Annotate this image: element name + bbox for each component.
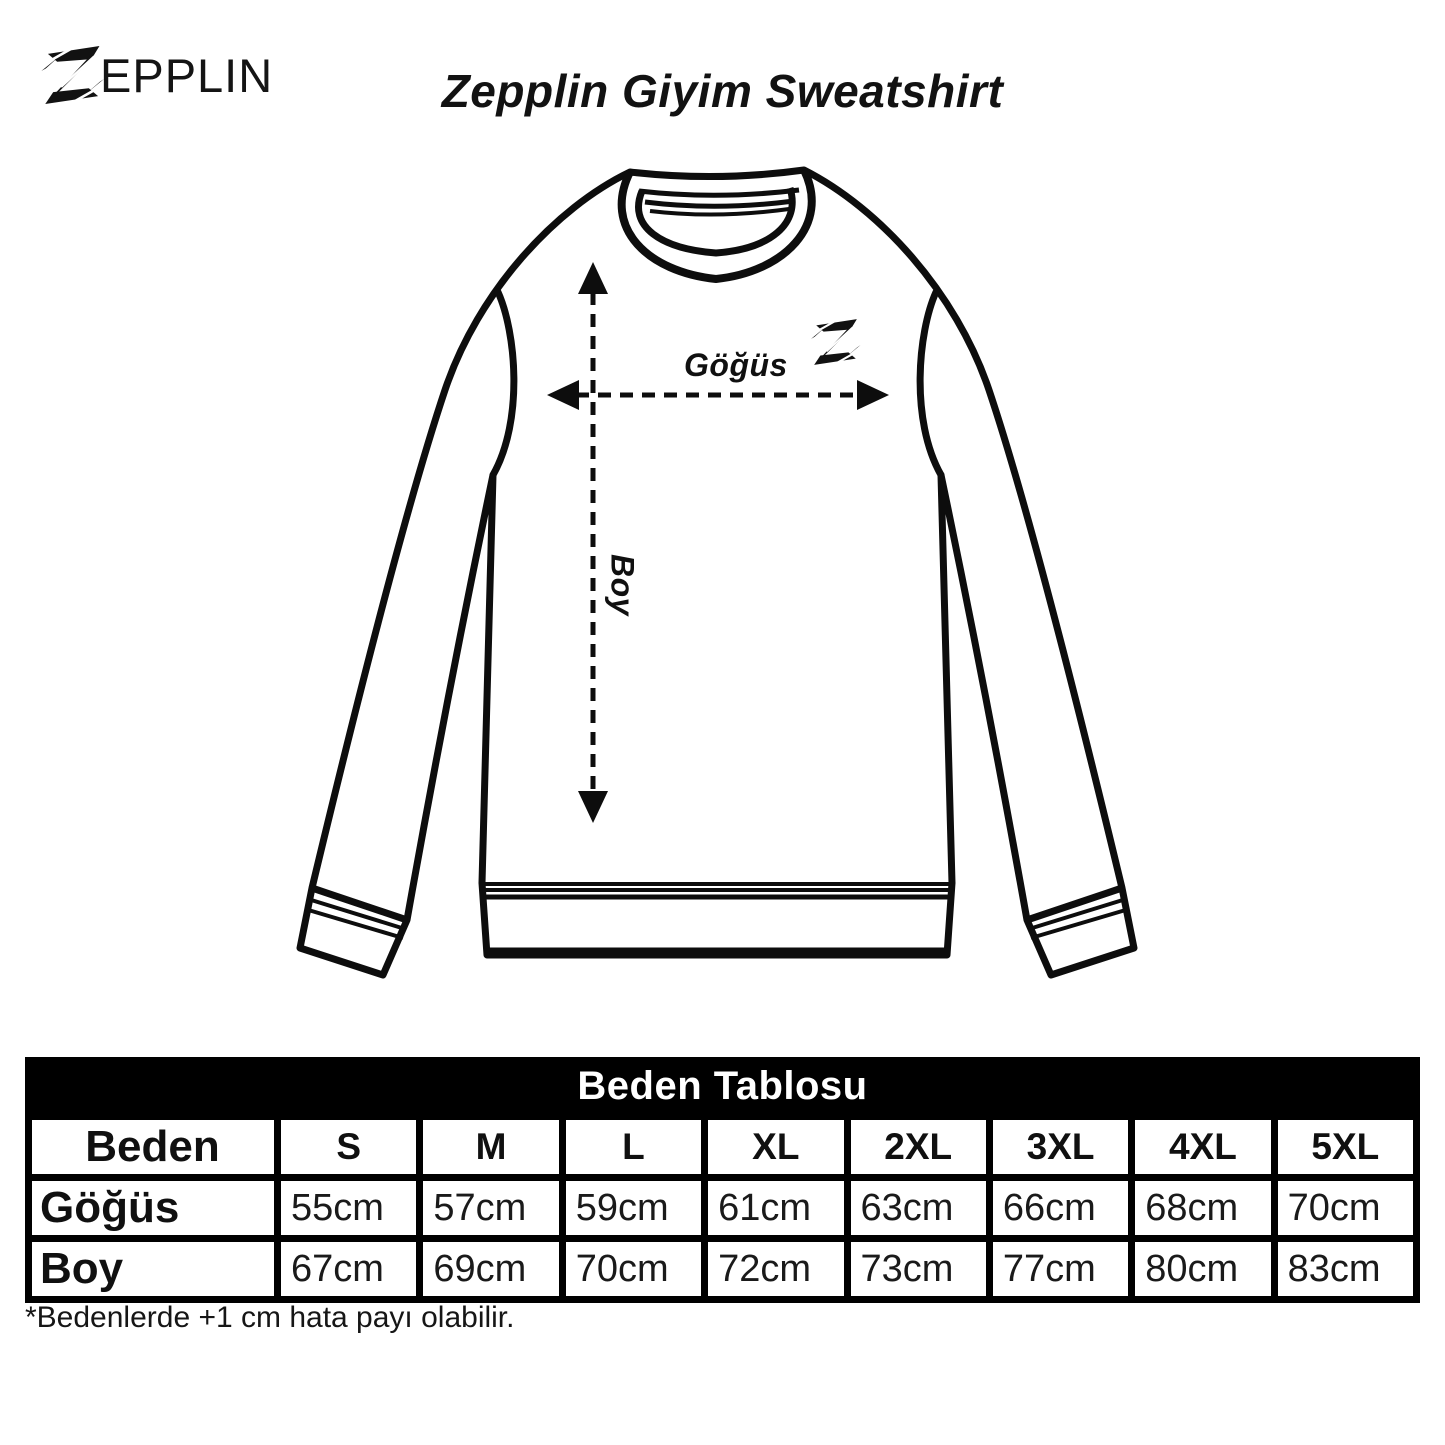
chest-value: 68cm xyxy=(1132,1178,1274,1239)
size-table xyxy=(25,1057,1420,1303)
length-value: 70cm xyxy=(562,1239,704,1300)
size-col-header: XL xyxy=(705,1117,847,1178)
page-title-prefix: Zepplin Giyim xyxy=(441,65,753,117)
chest-value: 66cm xyxy=(989,1178,1131,1239)
size-col-header: 2XL xyxy=(847,1117,989,1178)
length-value: 67cm xyxy=(278,1239,420,1300)
chest-value: 55cm xyxy=(278,1178,420,1239)
chest-dimension-label: Göğüs xyxy=(684,347,788,383)
chest-value: 61cm xyxy=(705,1178,847,1239)
chest-value: 57cm xyxy=(420,1178,562,1239)
size-table-grid xyxy=(25,1113,1420,1303)
size-col-header: L xyxy=(562,1117,704,1178)
chest-measurements-row xyxy=(29,1178,1417,1239)
size-col-header: 4XL xyxy=(1132,1117,1274,1178)
length-value: 77cm xyxy=(989,1239,1131,1300)
length-value: 69cm xyxy=(420,1239,562,1300)
size-col-header: S xyxy=(278,1117,420,1178)
row-label-length: Boy xyxy=(29,1239,278,1300)
chest-value: 63cm xyxy=(847,1178,989,1239)
length-measurements-row xyxy=(29,1239,1417,1300)
size-tolerance-footnote: *Bedenlerde +1 cm hata payı olabilir. xyxy=(25,1301,515,1334)
size-header-row xyxy=(29,1117,1417,1178)
page-title-emphasis: Sweatshirt xyxy=(765,65,1004,117)
length-value: 80cm xyxy=(1132,1239,1274,1300)
length-value: 72cm xyxy=(705,1239,847,1300)
size-col-header: 3XL xyxy=(989,1117,1131,1178)
size-table-corner-header: Beden xyxy=(29,1117,278,1178)
size-table-title: Beden Tablosu xyxy=(25,1057,1420,1113)
length-dimension-label: Boy xyxy=(604,554,641,616)
brand-logo-text: EPPLIN xyxy=(100,48,274,102)
size-col-header: 5XL xyxy=(1274,1117,1416,1178)
sweatshirt-outline xyxy=(300,170,1134,975)
size-col-header: M xyxy=(420,1117,562,1178)
row-label-chest: Göğüs xyxy=(29,1178,278,1239)
chest-value: 59cm xyxy=(562,1178,704,1239)
length-value: 83cm xyxy=(1274,1239,1416,1300)
chest-value: 70cm xyxy=(1274,1178,1416,1239)
length-value: 73cm xyxy=(847,1239,989,1300)
